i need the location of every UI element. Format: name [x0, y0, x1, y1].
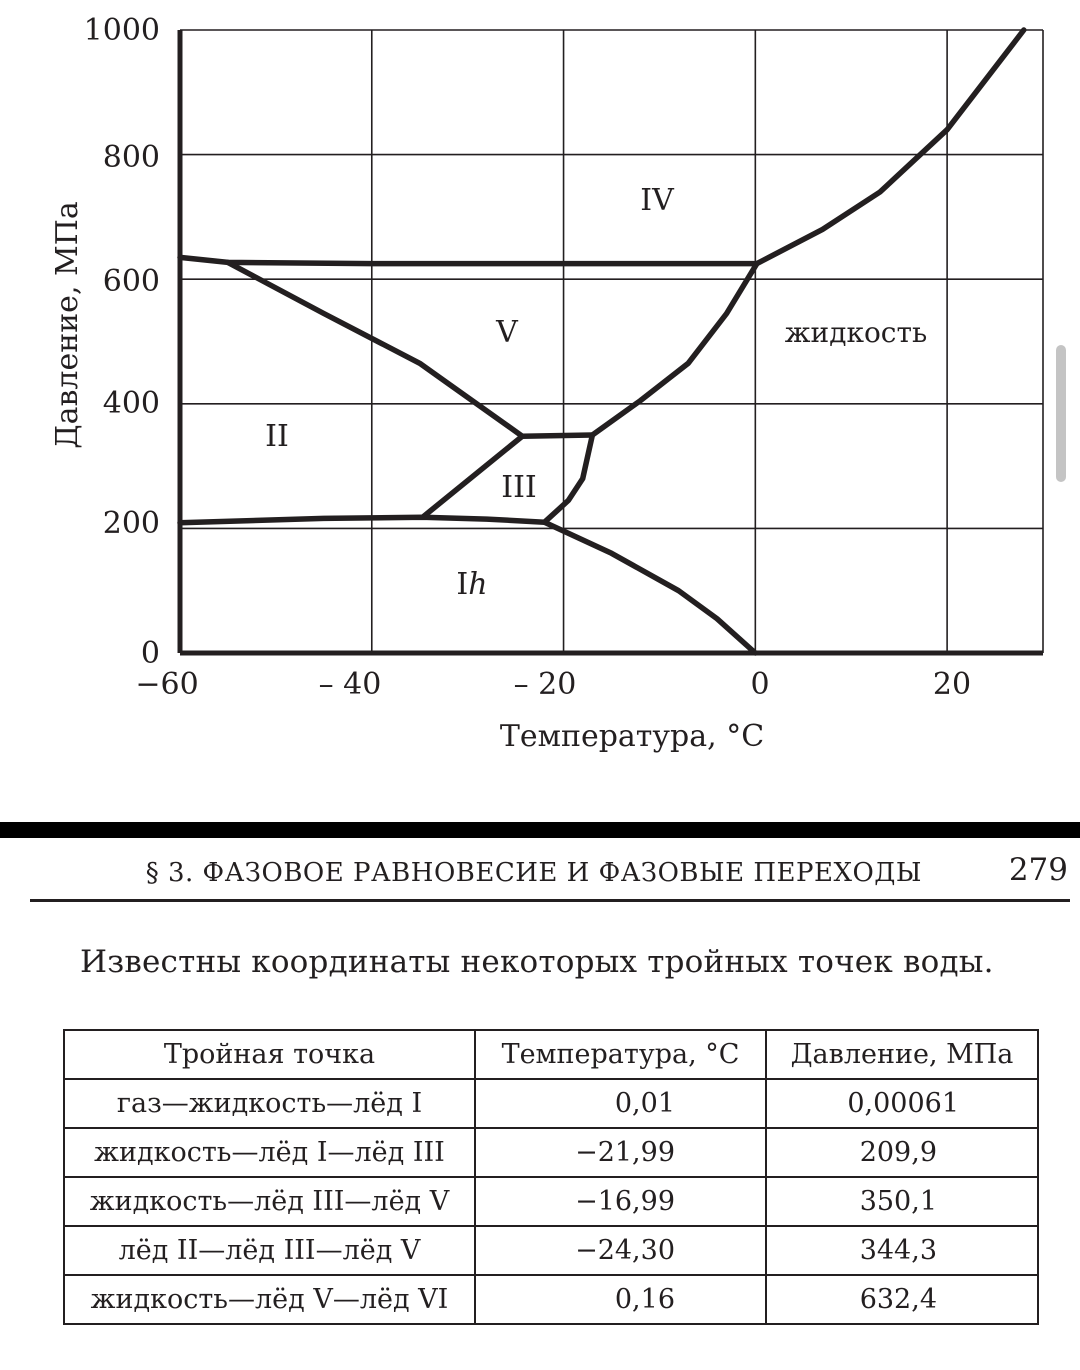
- phase-boundary-curve: [592, 264, 757, 435]
- phase-boundary-curve: [757, 30, 1024, 264]
- running-head: [30, 846, 1070, 902]
- phase-boundary-curve: [180, 257, 757, 263]
- table-cell-temperature: 0,01: [475, 1079, 766, 1128]
- y-tick-label: 800: [102, 140, 160, 175]
- phase-boundary-curve: [545, 522, 756, 653]
- table-row: [64, 1128, 1038, 1177]
- x-axis-label: Температура, °C: [499, 719, 765, 754]
- region-label-ice-ih-base: I: [456, 567, 469, 602]
- table-cell-pressure: 632,4: [766, 1275, 1038, 1324]
- x-tick-label: −60: [135, 667, 199, 702]
- y-tick-label: 200: [102, 506, 160, 541]
- page-divider: [0, 822, 1080, 838]
- table-header-cell: Температура, °C: [475, 1030, 766, 1079]
- phase-boundary-curve: [522, 435, 592, 436]
- x-tick-label: – 40: [318, 667, 382, 702]
- y-tick-label: 1000: [83, 13, 160, 48]
- table-cell-point: жидкость—лёд V—лёд VI: [64, 1275, 475, 1324]
- phase-boundary-curve: [545, 435, 593, 522]
- y-tick-label: 0: [140, 636, 160, 671]
- table-cell-pressure: 344,3: [766, 1226, 1038, 1275]
- region-label-ice-ih-suffix: h: [468, 567, 488, 602]
- table-cell-pressure: 0,00061: [766, 1079, 1038, 1128]
- table-cell-point: жидкость—лёд I—лёд III: [64, 1128, 475, 1177]
- y-axis-label: Давление, МПа: [50, 201, 85, 449]
- table-row: [64, 1079, 1038, 1128]
- table-cell-point: лёд II—лёд III—лёд V: [64, 1226, 475, 1275]
- table-cell-point: газ—жидкость—лёд I: [64, 1079, 475, 1128]
- table-row: [64, 1226, 1038, 1275]
- page-number: 279: [1008, 852, 1068, 888]
- scrollbar-thumb[interactable]: [1056, 345, 1066, 482]
- phase-boundary-curve: [228, 262, 522, 436]
- region-labels: [265, 183, 927, 602]
- table-cell-temperature: −21,99: [475, 1128, 766, 1177]
- table-cell-pressure: 350,1: [766, 1177, 1038, 1226]
- region-label-ice-iii: III: [501, 470, 537, 505]
- table-header-cell: Тройная точка: [64, 1030, 475, 1079]
- x-tick-label: – 20: [513, 667, 577, 702]
- triple-points-table: [63, 1029, 1039, 1325]
- region-label-liquid: жидкость: [784, 316, 928, 349]
- table-row: [64, 1275, 1038, 1324]
- y-tick-label: 400: [102, 386, 160, 421]
- table-cell-pressure: 209,9: [766, 1128, 1038, 1177]
- table-cell-point: жидкость—лёд III—лёд V: [64, 1177, 475, 1226]
- region-label-ice-ih: [456, 567, 487, 602]
- x-tick-labels: [135, 667, 971, 702]
- x-tick-label: 0: [750, 667, 770, 702]
- section-title: § 3. ФАЗОВОЕ РАВНОВЕСИЕ И ФАЗОВЫЕ ПЕРЕХОДЫ: [145, 858, 922, 888]
- table-row: [64, 1177, 1038, 1226]
- table-header-row: [64, 1030, 1038, 1079]
- y-tick-labels: [84, 13, 160, 671]
- intro-paragraph: Известны координаты некоторых тройных точек воды.: [80, 944, 994, 980]
- x-tick-label: 20: [932, 667, 972, 702]
- table-cell-temperature: 0,16: [475, 1275, 766, 1324]
- region-label-ice-ii: II: [265, 419, 289, 454]
- region-label-ice-v: V: [496, 315, 518, 350]
- table-cell-temperature: −16,99: [475, 1177, 766, 1226]
- table-header-cell: Давление, МПа: [766, 1030, 1038, 1079]
- region-label-ice-iv: IV: [640, 183, 674, 218]
- phase-boundary-curve: [180, 517, 545, 523]
- y-tick-label: 600: [102, 264, 160, 299]
- table-cell-temperature: −24,30: [475, 1226, 766, 1275]
